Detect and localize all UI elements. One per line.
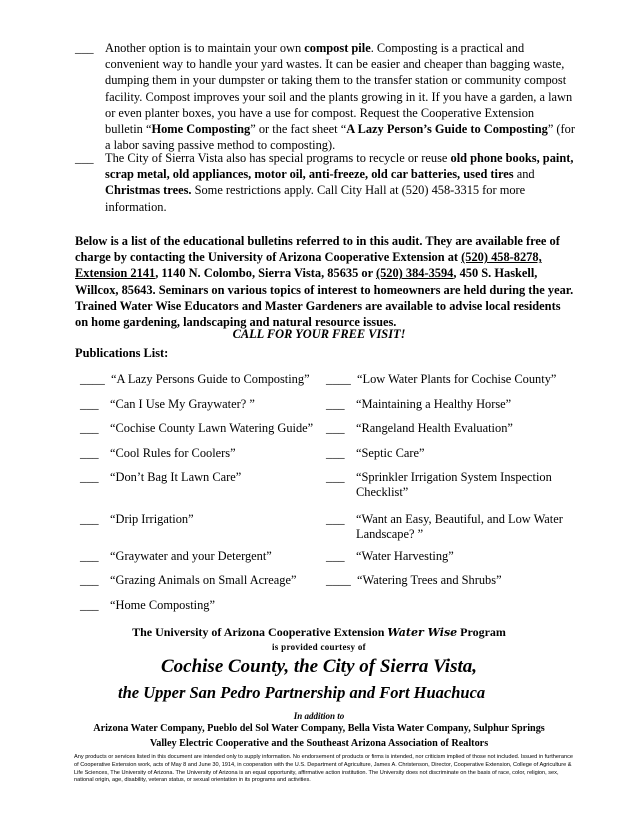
publication-item bbox=[326, 372, 576, 387]
text-run: ” or the fact sheet “ bbox=[250, 122, 347, 137]
call-to-action: CALL FOR YOUR FREE VISIT! bbox=[232, 327, 406, 341]
publication-title: “Maintaining a Healthy Horse” bbox=[356, 397, 512, 411]
disclaimer-fine-print: Any products or services listed in this document are intended only to supply information. No endorsement of products or firms is intended, nor criticism implied of those not included. Issued in furtherance of Cooperative Extension work, acts of May 8 and June 30, 1914, in cooperation with the U.S. Department of Agriculture, James A. Christenson, Director, Cooperative Extension, College of Agriculture & Life Sciences, The University of Arizona. The University of Arizona is an equal opportunity, affirmative action institution. The University does not discriminate on the basis of race, color, religion, sex, national origin, age, disability, veteran status, or sexual orientation in its programs and activities. bbox=[74, 754, 574, 784]
publication-item bbox=[80, 598, 325, 613]
publication-title: “Drip Irrigation” bbox=[110, 512, 194, 526]
checkbox-blank: ___ bbox=[326, 421, 345, 435]
text-run: Another option is to maintain your own bbox=[105, 41, 305, 55]
publication-title: “Home Composting” bbox=[110, 598, 215, 612]
publication-title: “Don’t Bag It Lawn Care” bbox=[110, 470, 242, 484]
publication-item bbox=[326, 549, 576, 564]
sponsor-suffix: Program bbox=[457, 625, 506, 639]
bold-phrase: Home Composting bbox=[151, 122, 251, 137]
checkbox-blank: ___ bbox=[326, 549, 345, 563]
water-wise-logo-text: Water Wise bbox=[387, 626, 458, 639]
checkbox-blank: ____ bbox=[326, 372, 351, 386]
bold-phrase: A Lazy Person’s Guide to Composting bbox=[346, 122, 548, 137]
publication-item bbox=[326, 573, 576, 588]
bold-phrase: compost pile bbox=[304, 41, 371, 55]
checkbox-blank: ___ bbox=[326, 512, 345, 526]
additional-sponsors-line-1: Arizona Water Company, Pueblo del Sol Water Company, Bella Vista Water Company, Sulphur Springs bbox=[93, 723, 545, 734]
checkbox-blank: ___ bbox=[75, 151, 94, 165]
publication-title: “Cochise County Lawn Watering Guide” bbox=[110, 421, 314, 435]
publication-item bbox=[326, 470, 576, 500]
additional-sponsors-line-2: Valley Electric Cooperative and the Southeast Arizona Association of Realtors bbox=[149, 738, 489, 749]
checkbox-blank: ____ bbox=[80, 372, 105, 386]
publication-item bbox=[80, 421, 325, 436]
publication-item bbox=[80, 397, 325, 412]
bulletins-intro-paragraph bbox=[75, 233, 575, 330]
publications-heading: Publications List: bbox=[75, 346, 169, 360]
phone-number: (520) 384-3594 bbox=[375, 266, 454, 281]
text-run: and bbox=[513, 167, 535, 182]
publication-item bbox=[80, 549, 325, 564]
text-run: ” (for a labor saving passive method to composting). bbox=[105, 122, 575, 153]
publication-title: “Can I Use My Graywater? ” bbox=[110, 397, 255, 411]
item-text bbox=[105, 150, 575, 215]
publication-item bbox=[80, 573, 325, 588]
item-text bbox=[105, 40, 575, 153]
publication-item bbox=[326, 446, 576, 461]
publication-title: “Septic Care” bbox=[356, 446, 425, 460]
checkbox-blank: ___ bbox=[80, 549, 99, 563]
checkbox-blank: ___ bbox=[80, 446, 99, 460]
checkbox-blank: ___ bbox=[80, 397, 99, 411]
checkbox-blank: ____ bbox=[326, 573, 351, 587]
checkbox-blank: ___ bbox=[80, 421, 99, 435]
checkbox-blank: ___ bbox=[80, 573, 99, 587]
publication-title: “Grazing Animals on Small Acreage” bbox=[110, 573, 297, 587]
checkbox-blank: ___ bbox=[75, 41, 94, 55]
text-run: , 450 S. Haskell, Willcox, 85643. Seminars on various topics of interest to homeowners are held during the year. Trained Water Wise Educators and Master Gardeners are available to advise local residents on home gardening, landscaping and natural resource issues. bbox=[75, 266, 574, 330]
checkbox-blank: ___ bbox=[80, 598, 99, 612]
publication-title: “Water Harvesting” bbox=[356, 549, 454, 563]
publication-title: “Watering Trees and Shrubs” bbox=[357, 573, 502, 587]
text-run: . Composting is a practical and convenient way to handle your yard wastes. It can be easier and cheaper than bagging waste, dumping them in your dumpster or taking them to the transfer station or community compost facility. Compost improves your soil and the plants growing in it. If you have a garden, a lawn or even planter boxes, you have a use for compost. Request the Cooperative Extension bulletin “ bbox=[105, 41, 573, 137]
publication-item bbox=[326, 512, 576, 542]
publication-item bbox=[80, 446, 325, 461]
text-run: The City of Sierra Vista also has special programs to recycle or reuse bbox=[105, 151, 451, 165]
courtesy-line: is provided courtesy of bbox=[272, 642, 366, 652]
publication-title: “Rangeland Health Evaluation” bbox=[356, 421, 513, 435]
publication-item bbox=[80, 512, 325, 527]
partners-line-1: Cochise County, the City of Sierra Vista, bbox=[160, 656, 477, 677]
text-run: , 1140 N. Colombo, Sierra Vista, 85635 or bbox=[155, 266, 376, 281]
checkbox-blank: ___ bbox=[326, 470, 345, 484]
checkbox-blank: ___ bbox=[326, 446, 345, 460]
text-run: Some restrictions apply. Call City Hall at (520) 458-3315 for more information. bbox=[105, 183, 526, 214]
publication-title: “Cool Rules for Coolers” bbox=[110, 446, 236, 460]
text-run: Below is a list of the educational bulletins referred to in this audit. They are available free of charge by contacting the University of Arizona Cooperative Extension at bbox=[75, 234, 560, 265]
publication-item bbox=[326, 421, 576, 436]
publication-item bbox=[326, 397, 576, 412]
publication-title: “A Lazy Persons Guide to Composting” bbox=[111, 372, 310, 386]
program-sponsor-line bbox=[0, 625, 638, 640]
in-addition-label: In addition to bbox=[293, 711, 345, 721]
bold-phrase: Christmas trees. bbox=[105, 183, 192, 198]
phone-number: (520) 458-8278, Extension 2141 bbox=[75, 250, 542, 281]
checkbox-blank: ___ bbox=[80, 512, 99, 526]
publication-title: “Graywater and your Detergent” bbox=[110, 549, 272, 563]
publication-title: “Want an Easy, Beautiful, and Low Water Landscape? ” bbox=[356, 512, 563, 541]
compost-checklist-item bbox=[75, 40, 575, 153]
publication-title: “Low Water Plants for Cochise County” bbox=[357, 372, 557, 386]
sponsor-text: The University of Arizona Cooperative Extension bbox=[132, 625, 388, 639]
publication-item bbox=[80, 470, 325, 485]
checkbox-blank: ___ bbox=[80, 470, 99, 484]
partners-line-2: the Upper San Pedro Partnership and Fort Huachuca bbox=[118, 683, 486, 702]
publication-title: “Sprinkler Irrigation System Inspection Checklist” bbox=[356, 470, 552, 499]
publication-item bbox=[80, 372, 325, 387]
checkbox-blank: ___ bbox=[326, 397, 345, 411]
bold-phrase: old phone books, paint, scrap metal, old appliances, motor oil, anti-freeze, old car batteries, used tires bbox=[105, 151, 574, 182]
recycle-checklist-item bbox=[75, 150, 575, 215]
